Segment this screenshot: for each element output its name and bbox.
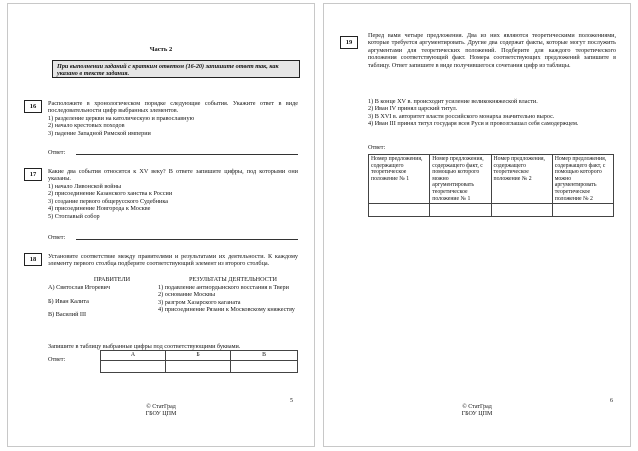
instruction-box: При выполнении заданий с кратким ответом (16-20) запишите ответ так, как указано в тексте задания. (52, 60, 300, 78)
list-item: 3) разгром Хазарского каганата (158, 298, 241, 306)
list-item: 1) подавление антиордынского восстания в Твери (158, 284, 289, 291)
list-item: 1) разделение церкви на католическую и православную (48, 115, 195, 122)
answer-cell-b[interactable] (166, 360, 231, 372)
question-16-prompt: Расположите в хронологическом порядке следующие события. Укажите ответ в виде последовательности цифр выбранных элементов. (48, 100, 298, 115)
answer-cell-c[interactable] (231, 360, 298, 372)
answer-line-17[interactable] (76, 239, 298, 240)
part-title: Часть 2 (149, 46, 173, 53)
results-list (158, 284, 298, 314)
list-item: А) Святослав Игоревич (48, 284, 110, 291)
question-number-19: 19 (340, 36, 358, 49)
answer-label-19: Ответ: (368, 144, 386, 151)
list-item: 2) основание Москвы (158, 291, 216, 299)
question-17-options (48, 183, 298, 220)
question-number-18: 18 (24, 253, 42, 266)
answer-label-16: Ответ: (48, 149, 66, 156)
footer-org: ГБОУ ЦПМ (145, 411, 177, 417)
table-header-cell: Б (166, 351, 231, 361)
list-item: 2) начало крестовых походов (48, 122, 125, 130)
answer-table-18 (100, 350, 298, 373)
answer-cell-3[interactable] (491, 204, 552, 217)
answer-table-19 (368, 154, 614, 217)
list-item: Б) Иван Калита (48, 298, 89, 306)
footer-copyright: © СтатГрад (462, 404, 492, 410)
answer-cell-4[interactable] (552, 204, 613, 217)
list-item: 1) В конце XV в. происходит усиление великокняжеской власти. (368, 98, 538, 105)
list-item: 3) В XVI в. авторитет власти российского монарха значительно вырос. (368, 112, 555, 120)
question-17-prompt: Какие два события относятся к XV веку? В ответе запишите цифры, под которыми они указаны. (48, 168, 298, 183)
page-6 (324, 4, 630, 446)
table-header-cell: Номер предложения, содержащего теоретическое положение № 1 (369, 155, 430, 204)
footer-copyright: © СтатГрад (146, 404, 176, 410)
rulers-list (48, 284, 148, 318)
list-item: 1) начало Ливонской войны (48, 183, 122, 190)
list-item: 4) присоединение Рязани к Московскому княжеству (158, 306, 295, 314)
list-item: В) Василий III (48, 310, 87, 318)
page-number: 5 (290, 398, 293, 404)
table-header-cell: А (101, 351, 166, 361)
footer (324, 404, 630, 418)
list-item: 4) присоединение Новгорода к Москве (48, 205, 151, 213)
page-5 (8, 4, 314, 446)
list-item: 2) Иван IV принял царский титул. (368, 105, 458, 113)
question-number-17: 17 (24, 168, 42, 181)
list-item: 5) Стоглавый собор (48, 212, 100, 220)
question-16-options (48, 115, 298, 137)
list-item: 3) падение Западной Римской империи (48, 129, 151, 137)
question-number-16: 16 (24, 100, 42, 113)
question-18-prompt: Установите соответствие между правителями и результатами их деятельности. К каждому элементу первого столбца подберите соответствующий элемент из второго столбца. (48, 253, 298, 268)
table-header-cell: Номер предложения, содержащего факт, с помощью которого можно аргументировать теоретическое положение № 2 (552, 155, 613, 204)
answer-label-17: Ответ: (48, 234, 66, 241)
answer-line-16[interactable] (76, 154, 298, 155)
table-header-cell: Номер предложения, содержащего факт, с помощью которого можно аргументировать теоретическое положение № 1 (430, 155, 491, 204)
list-item: 3) создание первого общерусского Судебника (48, 197, 168, 205)
answer-cell-a[interactable] (101, 360, 166, 372)
answer-cell-2[interactable] (430, 204, 491, 217)
table-instruction-18: Запишите в таблицу выбранные цифры под соответствующими буквами. (48, 343, 241, 350)
list-item: 4) Иван III принял титул государя всея Руси и провозглашал себя самодержцем. (368, 120, 579, 128)
table-header-cell: Номер предложения, содержащего теоретическое положение № 2 (491, 155, 552, 204)
list-item: 2) присоединение Казанского ханства к России (48, 190, 173, 198)
question-19-prompt: Перед вами четыре предложения. Два из них являются теоретическими положениями, которые требуется аргументировать. Другие два содержат факты, которые могут послужить аргументами для теоретических положений. Подберите для каждого теоретического положения соответствующий факт. Номера соответствующих предложений запишите в таблицу. Ответ запишите в виде получившегося сочетания цифр из таблицы. (368, 32, 616, 69)
footer-org: ГБОУ ЦПМ (461, 411, 493, 417)
table-header-cell: В (231, 351, 298, 361)
question-19-statements (368, 98, 616, 128)
results-header: РЕЗУЛЬТАТЫ ДЕЯТЕЛЬНОСТИ (188, 276, 278, 283)
rulers-header: ПРАВИТЕЛИ (93, 276, 131, 283)
page-number: 6 (610, 398, 613, 404)
answer-cell-1[interactable] (369, 204, 430, 217)
answer-label-18: Ответ: (48, 356, 66, 363)
footer (8, 404, 314, 418)
